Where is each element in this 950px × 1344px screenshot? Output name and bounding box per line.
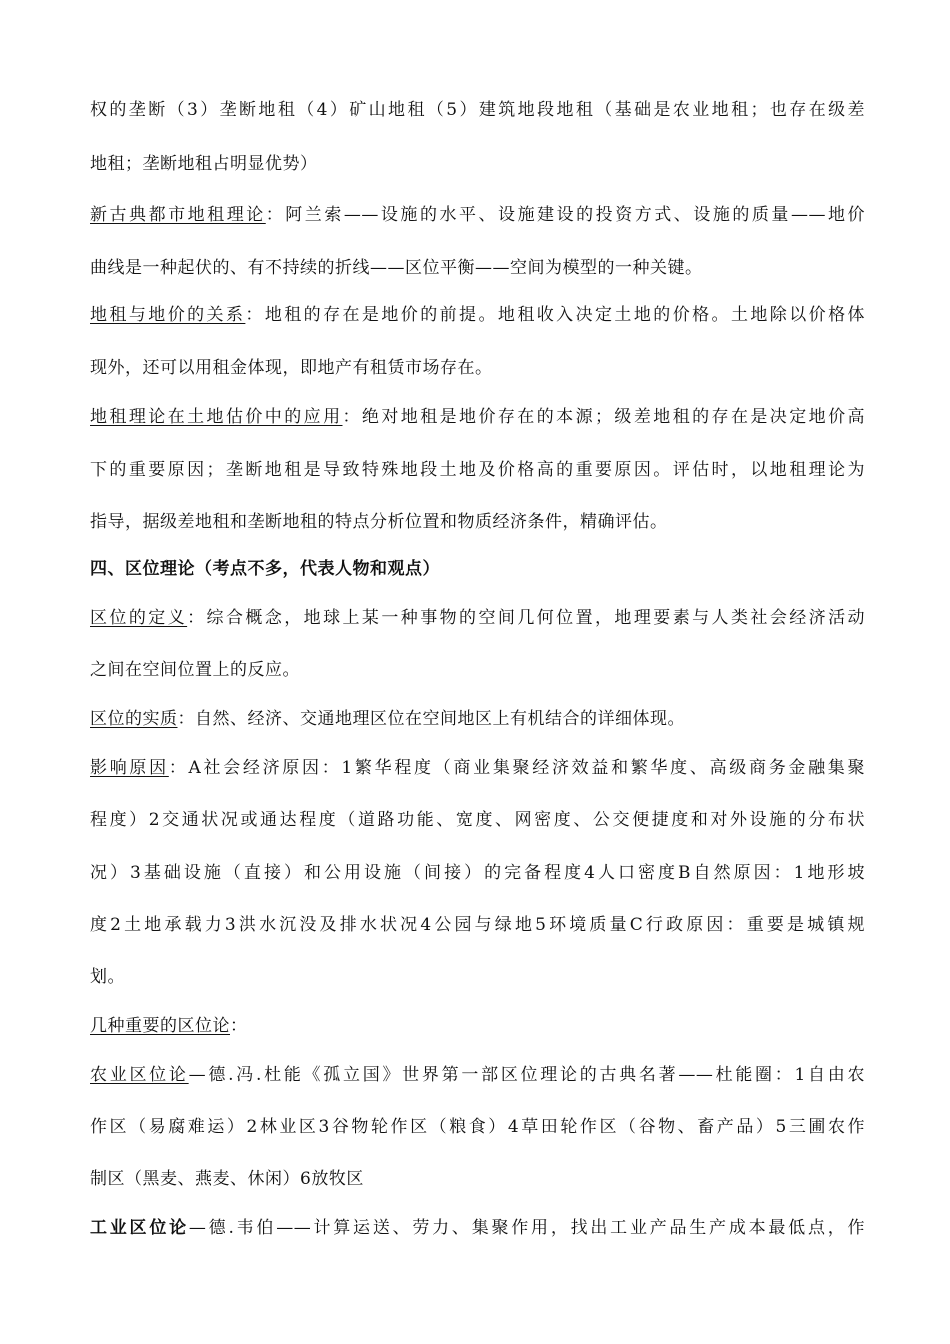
section-heading-underlined: 区位的定义 bbox=[90, 608, 188, 628]
text-line bbox=[90, 1063, 865, 1087]
text-span: 下的重要原因；垄断地租是导致特殊地段土地及价格高的重要原因。评估时，以地租理论为 bbox=[90, 460, 865, 480]
text-line bbox=[90, 405, 865, 429]
text-span: 制区（黑麦、燕麦、休闲）6放牧区 bbox=[90, 1169, 364, 1189]
text-line bbox=[90, 303, 865, 327]
text-line bbox=[90, 510, 865, 534]
text-span: 权的垄断（3）垄断地租（4）矿山地租（5）建筑地段地租（基础是农业地租；也存在级差 bbox=[90, 100, 865, 120]
text-line bbox=[90, 1167, 865, 1191]
text-line bbox=[90, 965, 865, 989]
section-heading-underlined: 农业区位论 bbox=[90, 1065, 189, 1085]
text-span: ：A社会经济原因：1繁华程度（商业集聚经济效益和繁华度、高级商务金融集聚 bbox=[168, 758, 865, 778]
text-line bbox=[90, 606, 865, 630]
text-span: —德.韦伯——计算运送、劳力、集聚作用，找出工业产品生产成本最低点，作 bbox=[188, 1218, 866, 1238]
heading-text: 四、区位理论（考点不多，代表人物和观点） bbox=[90, 559, 440, 579]
text-line bbox=[90, 808, 865, 832]
text-span: ：绝对地租是地价存在的本源；级差地租的存在是决定地价高 bbox=[342, 407, 865, 427]
text-span: 曲线是一种起伏的、有不持续的折线——区位平衡——空间为模型的一种关键。 bbox=[90, 258, 703, 278]
text-line bbox=[90, 356, 865, 380]
text-span: —德.冯.杜能《孤立国》世界第一部区位理论的古典名著——杜能圈：1自由农 bbox=[188, 1065, 866, 1085]
section-heading-underlined: 新古典都市地租理论 bbox=[90, 205, 266, 225]
text-line bbox=[90, 707, 865, 731]
section-heading-bold: 工业区位论 bbox=[90, 1218, 189, 1238]
text-line bbox=[90, 203, 865, 227]
text-line bbox=[90, 1014, 865, 1038]
text-span: 作区（易腐难运）2林业区3谷物轮作区（粮食）4草田轮作区（谷物、畜产品）5三圃农作 bbox=[90, 1117, 865, 1137]
chapter-heading bbox=[90, 557, 865, 581]
text-span: 现外，还可以用租金体现，即地产有租赁市场存在。 bbox=[90, 358, 493, 378]
text-span: 划。 bbox=[90, 967, 125, 987]
text-span: ：阿兰索——设施的水平、设施建设的投资方式、设施的质量——地价 bbox=[265, 205, 866, 225]
text-span: 地租；垄断地租占明显优势） bbox=[90, 154, 318, 174]
text-line bbox=[90, 256, 865, 280]
text-line bbox=[90, 913, 865, 937]
text-span: ： bbox=[230, 1016, 248, 1036]
text-line bbox=[90, 98, 865, 122]
text-span: 况）3基础设施（直接）和公用设施（间接）的完备程度4人口密度B自然原因：1地形坡 bbox=[90, 863, 865, 883]
text-line bbox=[90, 658, 865, 682]
text-line bbox=[90, 1115, 865, 1139]
text-span: 程度）2交通状况或通达程度（道路功能、宽度、网密度、公交便捷度和对外设施的分布状 bbox=[90, 810, 865, 830]
section-heading-underlined: 几种重要的区位论 bbox=[90, 1016, 230, 1036]
text-line bbox=[90, 756, 865, 780]
section-heading-underlined: 影响原因 bbox=[90, 758, 169, 778]
text-span: ：综合概念，地球上某一种事物的空间几何位置，地理要素与人类社会经济活动 bbox=[187, 608, 866, 628]
text-span: ：自然、经济、交通地理区位在空间地区上有机结合的详细体现。 bbox=[177, 709, 685, 729]
text-line bbox=[90, 458, 865, 482]
section-heading-underlined: 地租理论在土地估价中的应用 bbox=[90, 407, 343, 427]
text-span: 指导，据级差地租和垄断地租的特点分析位置和物质经济条件，精确评估。 bbox=[90, 512, 668, 532]
section-heading-underlined: 地租与地价的关系 bbox=[90, 305, 246, 325]
text-span: 度2土地承载力3洪水沉没及排水状况4公园与绿地5环境质量C行政原因：重要是城镇规 bbox=[90, 915, 865, 935]
text-span: ：地租的存在是地价的前提。地租收入决定土地的价格。土地除以价格体 bbox=[245, 305, 866, 325]
text-line bbox=[90, 152, 865, 176]
text-line bbox=[90, 861, 865, 885]
section-heading-underlined: 区位的实质 bbox=[90, 709, 178, 729]
text-line bbox=[90, 1216, 865, 1240]
text-span: 之间在空间位置上的反应。 bbox=[90, 660, 300, 680]
